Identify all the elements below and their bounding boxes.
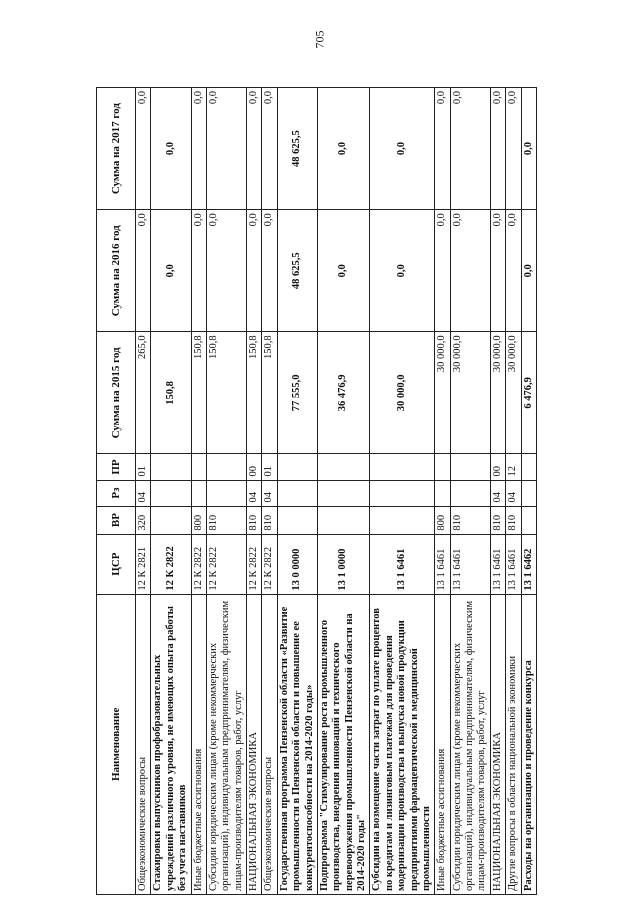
cell-pr [370, 454, 435, 480]
cell-sum-2015: 30 000,0 [490, 332, 505, 454]
header-vr: ВР [97, 506, 136, 534]
cell-csr: 12 К 2822 [206, 534, 246, 594]
cell-name: НАЦИОНАЛЬНАЯ ЭКОНОМИКА [490, 594, 505, 894]
cell-pr [435, 454, 450, 480]
cell-rz [191, 480, 206, 506]
table-row [506, 88, 521, 895]
cell-sum-2015: 30 000,0 [506, 332, 521, 454]
cell-name: Расходы на организацию и проведение конкурса [521, 594, 536, 894]
cell-rz [206, 480, 246, 506]
cell-name: Подпрограмма "Стимулирование роста промышленного производства, внедрения инноваций и технического перевооружения промышленности Пензенской области на 2014-2020 годы" [317, 594, 370, 894]
cell-rz: 04 [247, 480, 262, 506]
cell-sum-2016: 0,0 [151, 210, 191, 332]
cell-sum-2016: 0,0 [521, 210, 536, 332]
cell-vr [277, 506, 317, 534]
table-body [136, 88, 537, 895]
cell-vr: 810 [490, 506, 505, 534]
cell-name: Субсидии юридическим лицам (кроме некоммерческих организаций), индивидуальным предпринимателям, физическим лицам-производителям товаров, работ, услуг [206, 594, 246, 894]
header-sum-2015: Сумма на 2015 год [97, 332, 136, 454]
cell-sum-2017: 0,0 [370, 88, 435, 210]
cell-sum-2016: 0,0 [490, 210, 505, 332]
cell-sum-2015: 150,8 [247, 332, 262, 454]
cell-csr: 13 1 6461 [490, 534, 505, 594]
cell-sum-2017: 0,0 [151, 88, 191, 210]
cell-pr: 01 [136, 454, 151, 480]
cell-csr: 13 1 6462 [521, 534, 536, 594]
cell-sum-2016: 48 625,5 [277, 210, 317, 332]
cell-vr [521, 506, 536, 534]
cell-rz [521, 480, 536, 506]
cell-name: Иные бюджетные ассигнования [191, 594, 206, 894]
cell-name: Государственная программа Пензенской области «Развитие промышленности в Пензенской области и повышение ее конкурентоспособности на 2014-2020 годы» [277, 594, 317, 894]
cell-sum-2017: 0,0 [136, 88, 151, 210]
cell-rz [317, 480, 370, 506]
cell-name: Другие вопросы в области национальной экономики [506, 594, 521, 894]
cell-csr: 12 К 2821 [136, 534, 151, 594]
table-row [450, 88, 490, 895]
cell-sum-2015: 265,0 [136, 332, 151, 454]
table-row [317, 88, 370, 895]
cell-csr: 12 К 2822 [151, 534, 191, 594]
cell-name: Общеэкономические вопросы [136, 594, 151, 894]
cell-vr: 800 [435, 506, 450, 534]
cell-rz [435, 480, 450, 506]
budget-table-rotated [96, 87, 586, 895]
cell-sum-2017: 0,0 [206, 88, 246, 210]
budget-table [96, 87, 537, 895]
cell-sum-2017: 48 625,5 [277, 88, 317, 210]
table-row [370, 88, 435, 895]
table-row [206, 88, 246, 895]
cell-sum-2015: 30 000,0 [370, 332, 435, 454]
cell-sum-2015: 150,8 [191, 332, 206, 454]
cell-name: Стажировки выпускников профобразовательных учреждений различного уровня, не имеющих опыта работы без учета наставников [151, 594, 191, 894]
cell-pr: 00 [247, 454, 262, 480]
cell-sum-2016: 0,0 [450, 210, 490, 332]
cell-vr: 810 [262, 506, 277, 534]
cell-rz [450, 480, 490, 506]
cell-rz: 04 [136, 480, 151, 506]
header-sum-2016: Сумма на 2016 год [97, 210, 136, 332]
cell-csr: 13 1 6461 [450, 534, 490, 594]
cell-csr: 12 К 2822 [262, 534, 277, 594]
cell-sum-2017: 0,0 [450, 88, 490, 210]
cell-sum-2015: 150,8 [151, 332, 191, 454]
cell-pr [277, 454, 317, 480]
cell-sum-2017: 0,0 [317, 88, 370, 210]
cell-pr [450, 454, 490, 480]
cell-name: Субсидии юридическим лицам (кроме некоммерческих организаций), индивидуальным предпринимателям, физическим лицам-производителям товаров, работ, услуг [450, 594, 490, 894]
cell-sum-2017: 0,0 [521, 88, 536, 210]
page-number: 705 [312, 30, 327, 49]
cell-sum-2015: 150,8 [206, 332, 246, 454]
cell-vr: 810 [450, 506, 490, 534]
cell-sum-2017: 0,0 [490, 88, 505, 210]
table-row [490, 88, 505, 895]
cell-csr: 13 1 6461 [370, 534, 435, 594]
cell-sum-2016: 0,0 [506, 210, 521, 332]
cell-sum-2016: 0,0 [262, 210, 277, 332]
cell-rz [151, 480, 191, 506]
cell-sum-2016: 0,0 [247, 210, 262, 332]
cell-vr: 810 [206, 506, 246, 534]
cell-sum-2016: 0,0 [206, 210, 246, 332]
cell-pr: 01 [262, 454, 277, 480]
cell-sum-2016: 0,0 [317, 210, 370, 332]
cell-vr [317, 506, 370, 534]
cell-rz [277, 480, 317, 506]
cell-sum-2016: 0,0 [370, 210, 435, 332]
table-row [521, 88, 536, 895]
cell-name: Общеэкономические вопросы [262, 594, 277, 894]
table-row [247, 88, 262, 895]
cell-pr [317, 454, 370, 480]
cell-sum-2015: 6 476,9 [521, 332, 536, 454]
cell-sum-2016: 0,0 [136, 210, 151, 332]
cell-vr: 810 [247, 506, 262, 534]
cell-sum-2016: 0,0 [191, 210, 206, 332]
cell-vr [370, 506, 435, 534]
cell-sum-2017: 0,0 [191, 88, 206, 210]
cell-sum-2015: 30 000,0 [450, 332, 490, 454]
table-row [262, 88, 277, 895]
header-name: Наименование [97, 594, 136, 894]
table-row [277, 88, 317, 895]
cell-rz: 04 [262, 480, 277, 506]
cell-rz [370, 480, 435, 506]
cell-pr [191, 454, 206, 480]
cell-sum-2015: 150,8 [262, 332, 277, 454]
cell-sum-2016: 0,0 [435, 210, 450, 332]
cell-name: Иные бюджетные ассигнования [435, 594, 450, 894]
cell-pr [521, 454, 536, 480]
cell-name: Субсидии на возмещение части затрат по уплате процентов по кредитам и лизинговым платежам для проведения модернизации производства и выпуска новой продукции предприятиями фармацевтической и медицинской промышленности [370, 594, 435, 894]
cell-csr: 12 К 2822 [247, 534, 262, 594]
table-header-row [97, 88, 136, 895]
table-row [435, 88, 450, 895]
header-csr: ЦСР [97, 534, 136, 594]
cell-sum-2017: 0,0 [262, 88, 277, 210]
cell-sum-2017: 0,0 [506, 88, 521, 210]
header-rz: Рз [97, 480, 136, 506]
cell-pr: 12 [506, 454, 521, 480]
cell-csr: 13 1 0000 [317, 534, 370, 594]
cell-csr: 12 К 2822 [191, 534, 206, 594]
cell-pr [151, 454, 191, 480]
table-row [136, 88, 151, 895]
cell-vr: 320 [136, 506, 151, 534]
header-pr: ПР [97, 454, 136, 480]
header-sum-2017: Сумма на 2017 год [97, 88, 136, 210]
cell-csr: 13 1 6461 [435, 534, 450, 594]
table-row [151, 88, 191, 895]
cell-vr: 810 [506, 506, 521, 534]
cell-vr: 800 [191, 506, 206, 534]
cell-vr [151, 506, 191, 534]
table-row [191, 88, 206, 895]
cell-name: НАЦИОНАЛЬНАЯ ЭКОНОМИКА [247, 594, 262, 894]
cell-sum-2015: 36 476,9 [317, 332, 370, 454]
cell-pr [206, 454, 246, 480]
cell-sum-2015: 77 555,0 [277, 332, 317, 454]
cell-sum-2017: 0,0 [435, 88, 450, 210]
cell-sum-2015: 30 000,0 [435, 332, 450, 454]
cell-sum-2017: 0,0 [247, 88, 262, 210]
cell-pr: 00 [490, 454, 505, 480]
cell-rz: 04 [490, 480, 505, 506]
cell-csr: 13 0 0000 [277, 534, 317, 594]
cell-rz: 04 [506, 480, 521, 506]
cell-csr: 13 1 6461 [506, 534, 521, 594]
